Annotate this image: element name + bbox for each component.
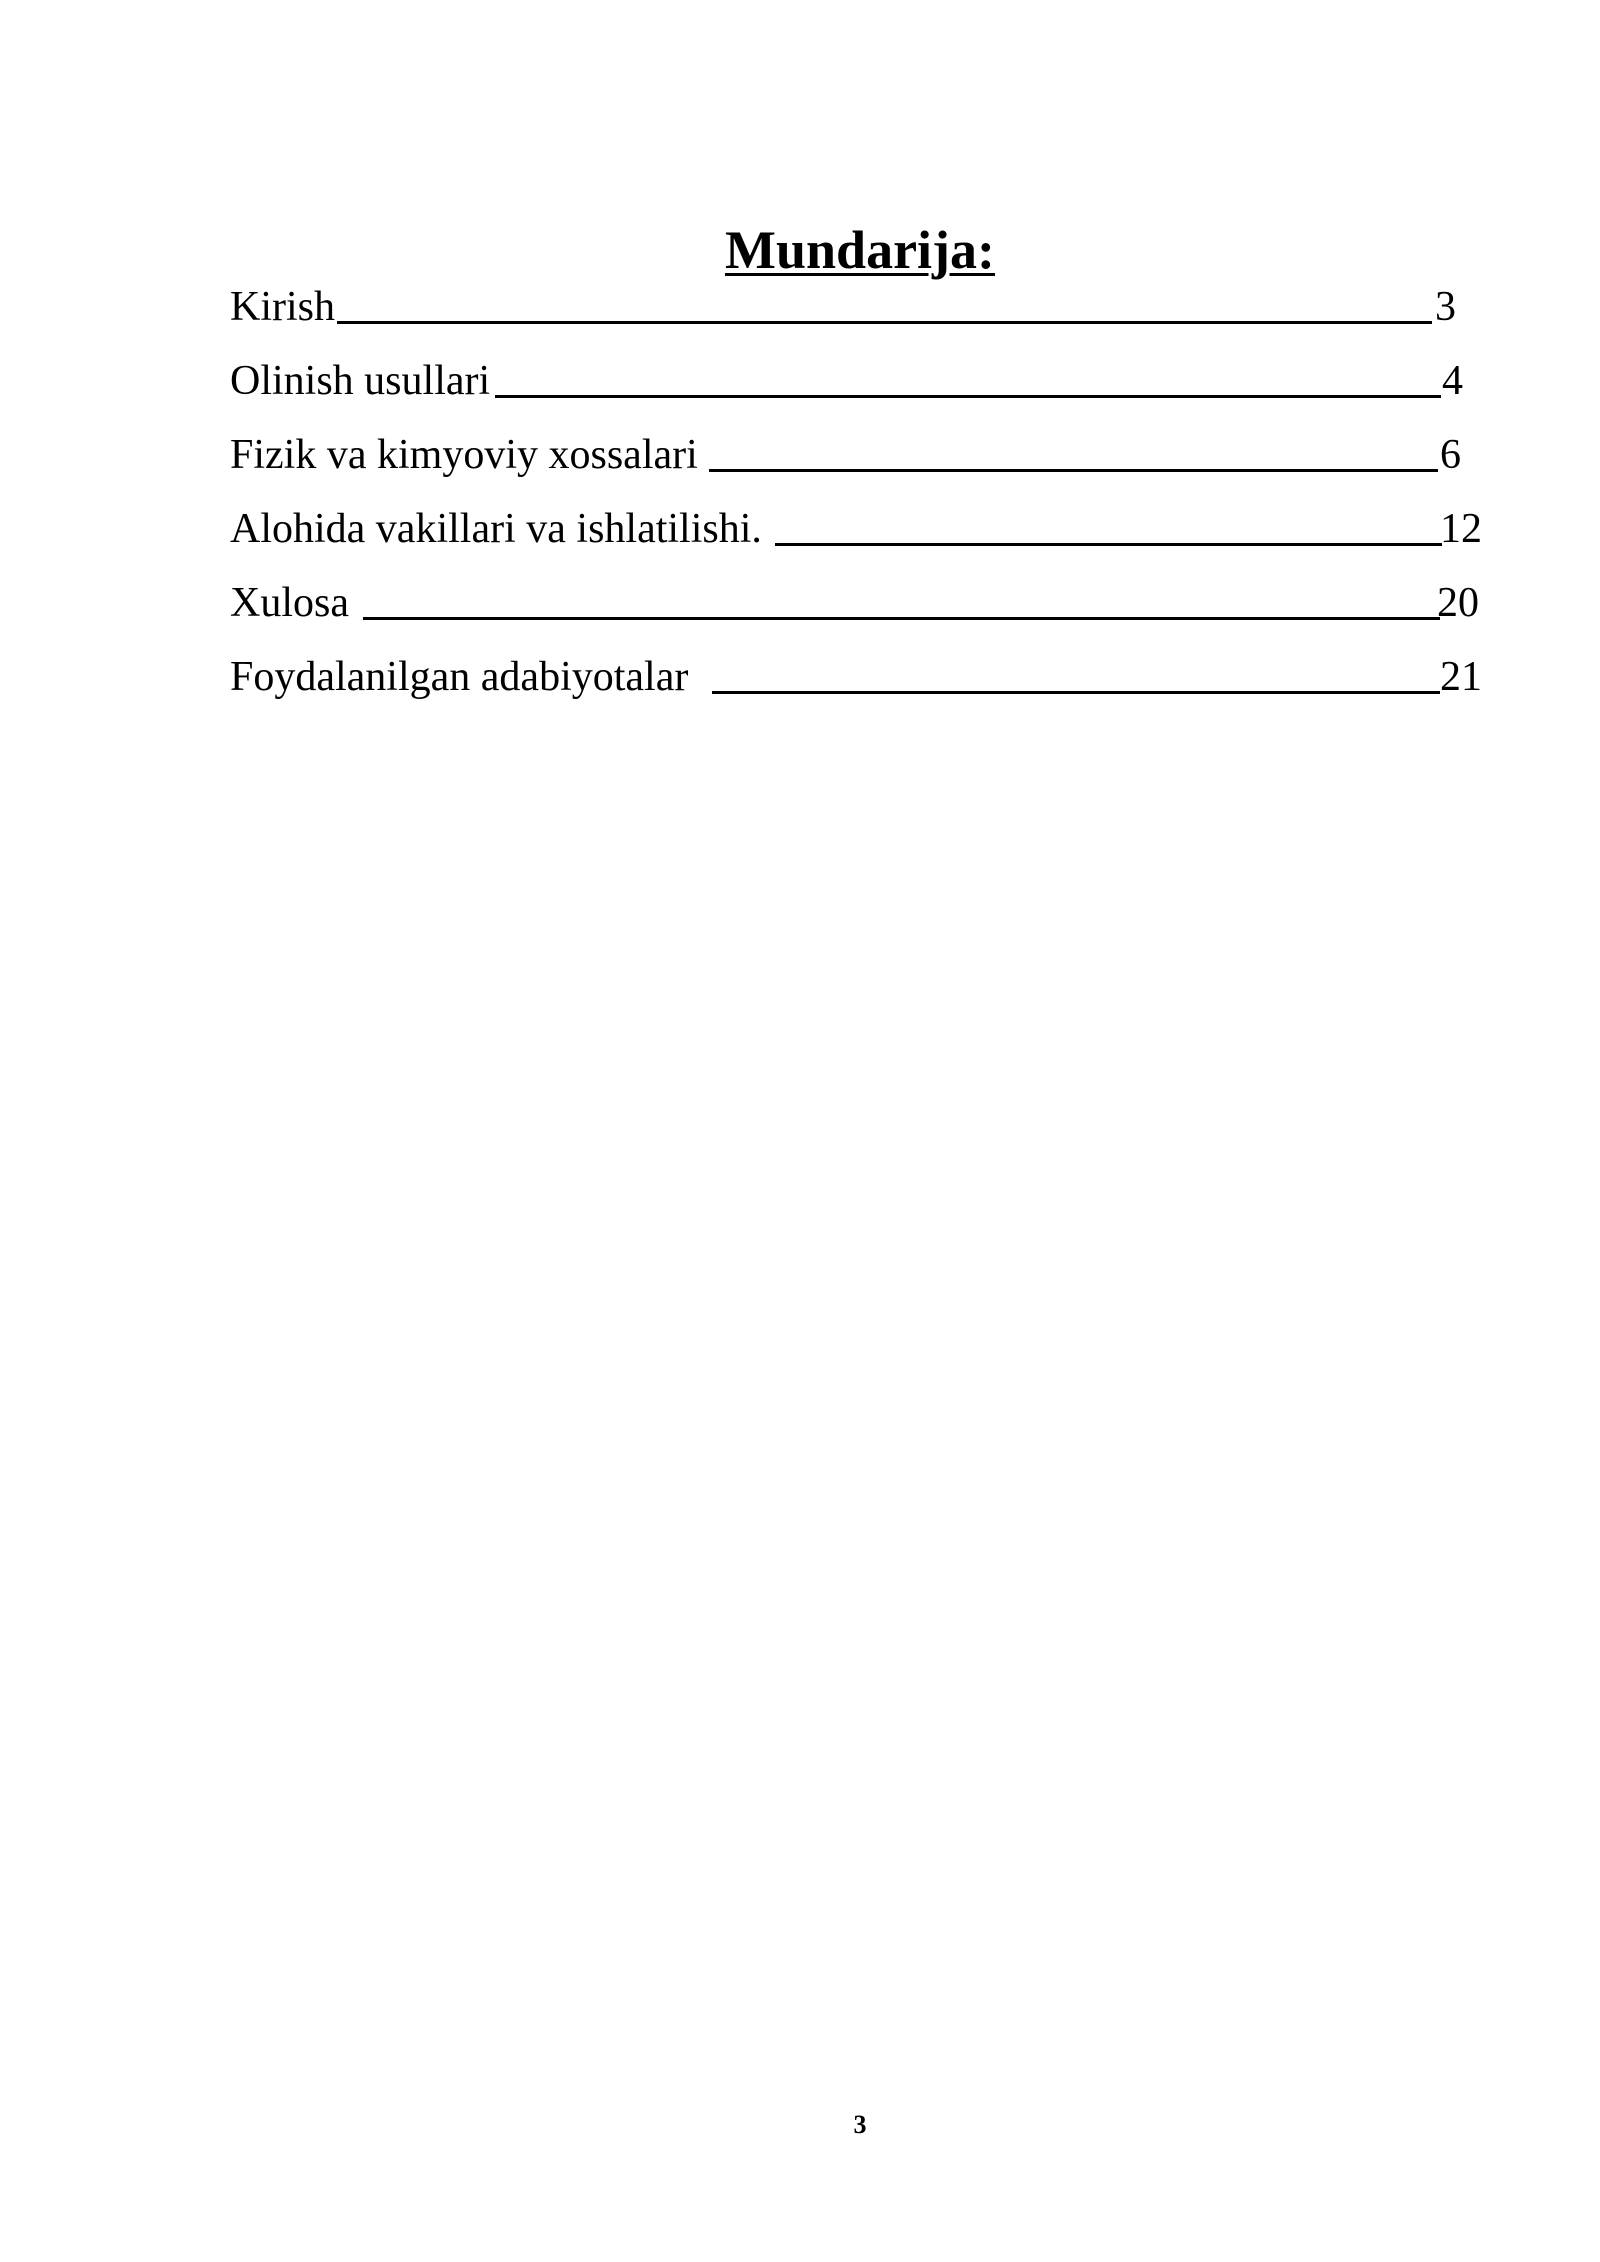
toc-entry-fizik-va-kimyoviy-xossalari [230,430,1470,480]
toc-entry-page: 21 [1440,654,1482,700]
toc-entry-label: Foydalanilgan adabiyotalar [230,654,689,700]
toc-entry-label: Alohida vakillari va ishlatilishi. [230,506,762,552]
toc-entry-label: Kirish [230,284,335,330]
toc-entry-label: Xulosa [230,580,349,626]
toc-leader-line [363,617,1440,620]
toc-entry-foydalanilgan-adabiyotalar [230,652,1490,702]
toc-leader-line [709,469,1438,472]
toc-leader-line [337,321,1432,324]
toc-entry-page: 6 [1440,432,1461,478]
toc-leader-line [775,543,1442,546]
toc-entry-label: Olinish usullari [230,358,491,404]
toc-entry-label: Fizik va kimyoviy xossalari [230,432,698,478]
page-number: 3 [853,2110,867,2139]
toc-entry-olinish-usullari [230,356,1470,406]
toc-entry-page: 20 [1437,580,1479,626]
toc-entry-alohida-vakillari [230,504,1490,554]
toc-leader-line [495,395,1441,398]
toc-entry-xulosa [230,578,1490,628]
toc-entry-page: 4 [1442,358,1463,404]
toc-leader-line [712,691,1440,694]
toc-entry-page: 3 [1435,284,1456,330]
toc-entry-kirish [230,282,1470,332]
page-title: Mundarija: [725,220,995,280]
toc-entry-page: 12 [1440,506,1482,552]
